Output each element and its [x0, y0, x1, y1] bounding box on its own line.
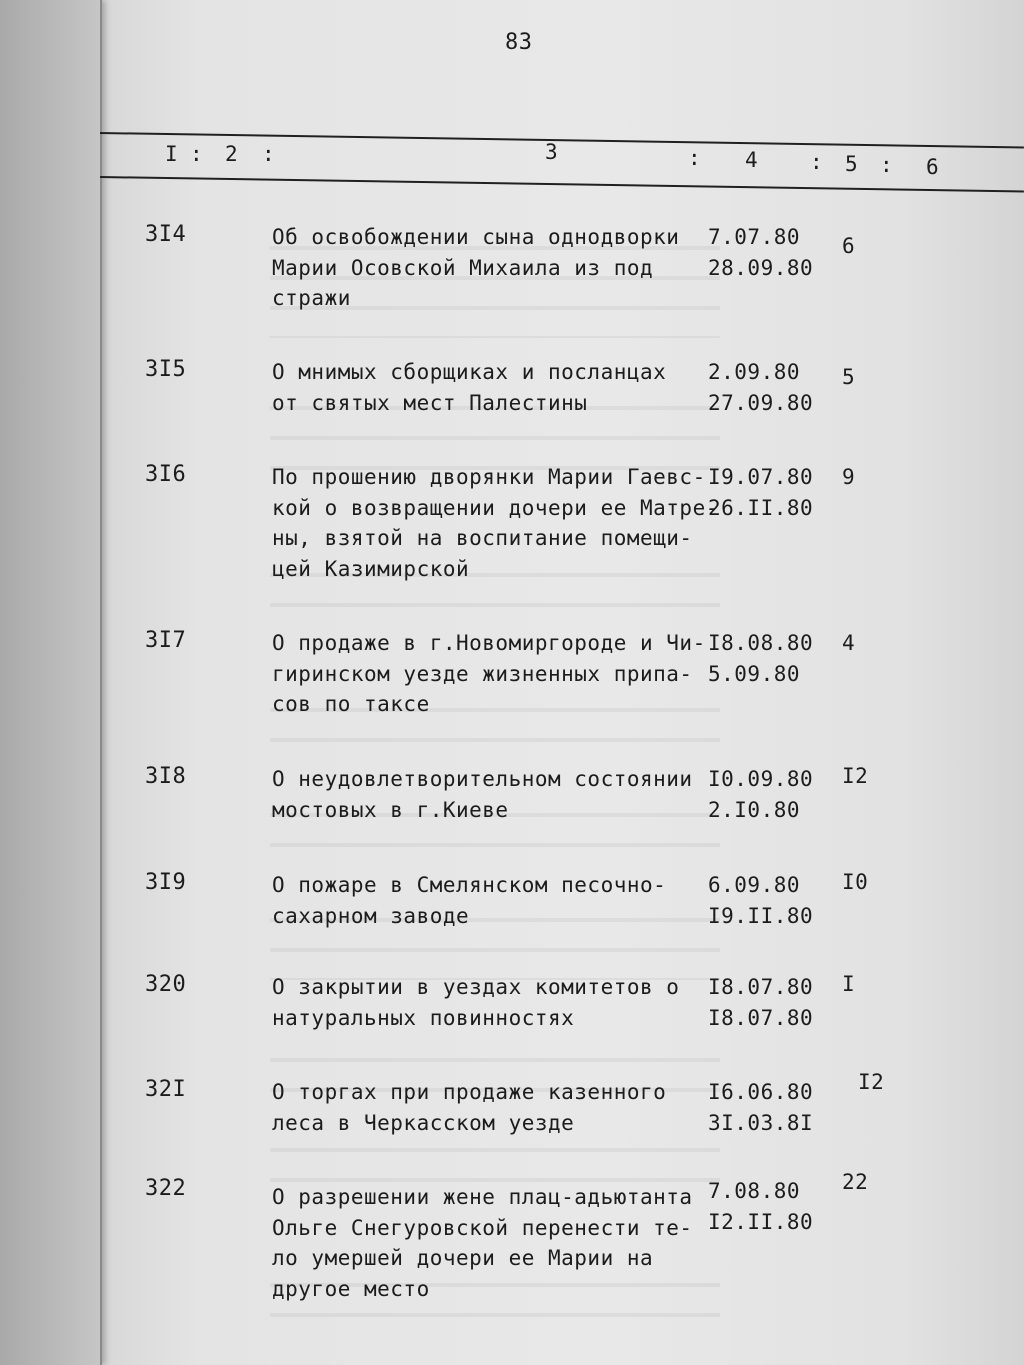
- row-dates: I0.09.80 2.I0.80: [708, 767, 814, 822]
- row-number: 3I7: [145, 628, 187, 653]
- row-dates: 7.08.80 I2.II.80: [708, 1179, 814, 1234]
- row-number: 32I: [145, 1077, 187, 1102]
- header-separator: :: [190, 142, 204, 166]
- row-title: О торгах при продаже казенного леса в Черкасском уезде: [272, 1080, 667, 1135]
- row-title: О закрытии в уездах комитетов о натуральных повинностях: [272, 975, 680, 1030]
- row-sheets: 22: [842, 1170, 869, 1194]
- table-header-top-rule: [100, 132, 1024, 149]
- page-number: 83: [505, 30, 533, 55]
- row-title: По прошению дворянки Марии Гаевс- кой о возвращении дочери ее Матре- ны, взятой на воспитание помещи- цей Казимирской: [272, 465, 719, 581]
- header-separator: :: [688, 146, 702, 170]
- header-separator: :: [262, 142, 276, 166]
- header-col-1: I: [165, 142, 179, 166]
- row-sheets: I2: [842, 764, 869, 788]
- row-dates: 2.09.80 27.09.80: [708, 360, 814, 415]
- row-sheets: 5: [842, 365, 856, 389]
- row-dates: 6.09.80 I9.II.80: [708, 873, 814, 928]
- row-dates: I8.08.80 5.09.80: [708, 631, 814, 686]
- table-header-bottom-rule: [100, 176, 1024, 193]
- row-number: 3I8: [145, 764, 187, 789]
- header-separator: :: [810, 150, 824, 174]
- row-number: 3I9: [145, 870, 187, 895]
- row-sheets: 4: [842, 631, 856, 655]
- header-col-6: 6: [926, 155, 940, 179]
- row-number: 3I6: [145, 462, 187, 487]
- row-dates: I8.07.80 I8.07.80: [708, 975, 814, 1030]
- row-number: 3I5: [145, 357, 187, 382]
- header-col-5: 5: [845, 152, 859, 176]
- row-title: О разрешении жене плац-адьютанта Ольге Снегуровской перенести те- ло умершей дочери ее Марии на другое место: [272, 1185, 693, 1301]
- header-col-3: 3: [545, 140, 559, 164]
- row-sheets: I2: [858, 1070, 885, 1094]
- header-col-4: 4: [745, 148, 759, 172]
- row-dates: 7.07.80 28.09.80: [708, 225, 814, 280]
- row-sheets: I: [842, 972, 856, 996]
- row-number: 320: [145, 972, 187, 997]
- row-number: 322: [145, 1176, 187, 1201]
- row-title: Об освобождении сына однодворки Марии Осовской Михаила из под стражи: [272, 225, 680, 310]
- row-title: О пожаре в Смелянском песочно- сахарном заводе: [272, 873, 667, 928]
- row-title: О неудовлетворительном состоянии мостовых в г.Киеве: [272, 767, 693, 822]
- row-title: О продаже в г.Новомиргороде и Чи- гиринском уезде жизненных припа- сов по таксе: [272, 631, 706, 716]
- row-sheets: 9: [842, 465, 856, 489]
- previous-page-edge: [0, 0, 102, 1365]
- header-separator: :: [880, 153, 894, 177]
- row-sheets: I0: [842, 870, 869, 894]
- row-sheets: 6: [842, 234, 856, 258]
- row-title: О мнимых сборщиках и посланцах от святых мест Палестины: [272, 360, 667, 415]
- bleed-through-block: [270, 1130, 720, 1190]
- row-dates: I6.06.80 3I.03.8I: [708, 1080, 814, 1135]
- header-col-2: 2: [225, 142, 239, 166]
- row-dates: I9.07.80 26.II.80: [708, 465, 814, 520]
- row-number: 3I4: [145, 222, 187, 247]
